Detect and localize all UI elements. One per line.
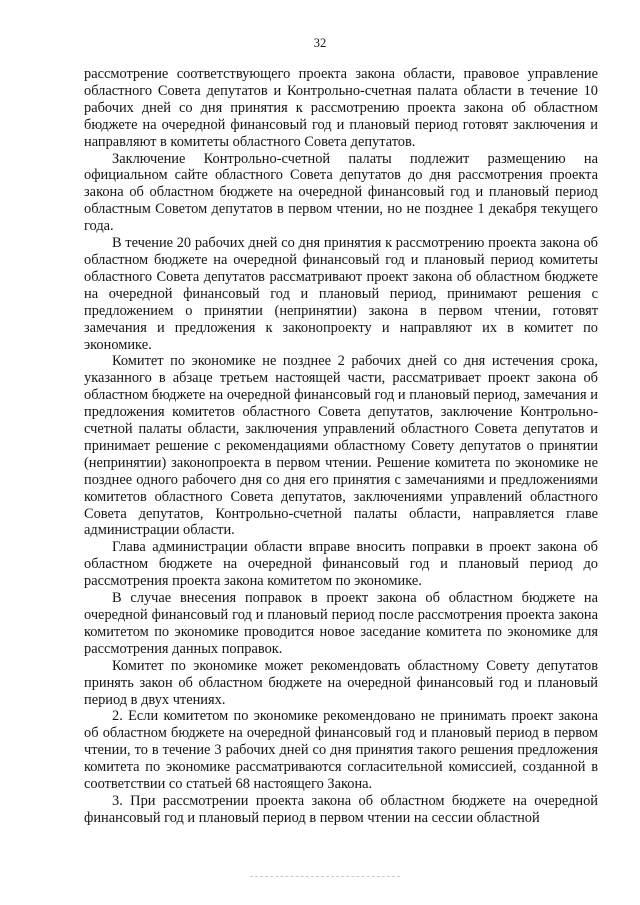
paragraph-8: 2. Если комитетом по экономике рекомендовано не принимать проект закона об областном бюджете на очередной финансовый год и плановый период в первом чтении, то в течение 3 рабочих дней со дня принятия такого решения предложения комитета по экономике рассматриваются согласительной комиссией, созданной в соответствии со статьей 68 настоящего Закона. — [84, 708, 598, 793]
paragraph-9: 3. При рассмотрении проекта закона об областном бюджете на очередной финансовый год и плановый период в первом чтении на сессии областной — [84, 792, 598, 826]
document-body — [84, 66, 598, 827]
paragraph-2: Заключение Контрольно-счетной палаты подлежит размещению на официальном сайте областного Совета депутатов до дня рассмотрения проекта закона об областном бюджете на очередной финансовый год и плановый период областным Советом депутатов в первом чтении, но не позднее 1 декабря текущего года. — [84, 150, 598, 235]
paragraph-7: Комитет по экономике может рекомендовать областному Совету депутатов принять закон об областном бюджете на очередной финансовый год и плановый период в двух чтениях. — [84, 657, 598, 708]
paragraph-1: рассмотрение соответствующего проекта закона области, правовое управление областного Совета депутатов и Контрольно-счетная палата области в течение 10 рабочих дней со дня принятия к рассмотрению проекта закона об областном бюджете на очередной финансовый год и плановый период готовят заключения и направляют в комитеты областного Совета депутатов. — [84, 66, 598, 150]
paragraph-6: В случае внесения поправок в проект закона об областном бюджете на очередной финансовый год и плановый период после рассмотрения проекта закона комитетом по экономике проводится новое заседание комитета по экономике для рассмотрения данных поправок. — [84, 590, 598, 657]
page-number: 32 — [313, 36, 327, 50]
scan-artifact-line — [250, 876, 400, 877]
paragraph-4: Комитет по экономике не позднее 2 рабочих дней со дня истечения срока, указанного в абзаце третьем настоящей части, рассматривает проект закона об областном бюджете на очередной финансовый год и плановый период, замечания и предложения комитетов областного Совета депутатов, заключение Контрольно-счетной палаты области, заключения управлений областного Совета депутатов и принимает решение с рекомендациями областному Совету депутатов о принятии (непринятии) законопроекта в первом чтении. Решение комитета по экономике не позднее одного рабочего дня со дня его принятия с замечаниями и предложениями комитетов областного Совета депутатов, заключениями управлений областного Совета депутатов, Контрольно-счетной палаты области, направляется главе администрации области. — [84, 353, 598, 539]
paragraph-3: В течение 20 рабочих дней со дня принятия к рассмотрению проекта закона об областном бюджете на очередной финансовый год и плановый период комитеты областного Совета депутатов рассматривают проект закона об областном бюджете на очередной финансовый год и плановый период, принимают решения с предложением о принятии (непринятии) закона в первом чтении, готовят замечания и предложения к законопроекту и направляют их в комитет по экономике. — [84, 235, 598, 353]
paragraph-5: Глава администрации области вправе вносить поправки в проект закона об областном бюджете на очередной финансовый год и плановый период до рассмотрения проекта закона комитетом по экономике. — [84, 539, 598, 590]
